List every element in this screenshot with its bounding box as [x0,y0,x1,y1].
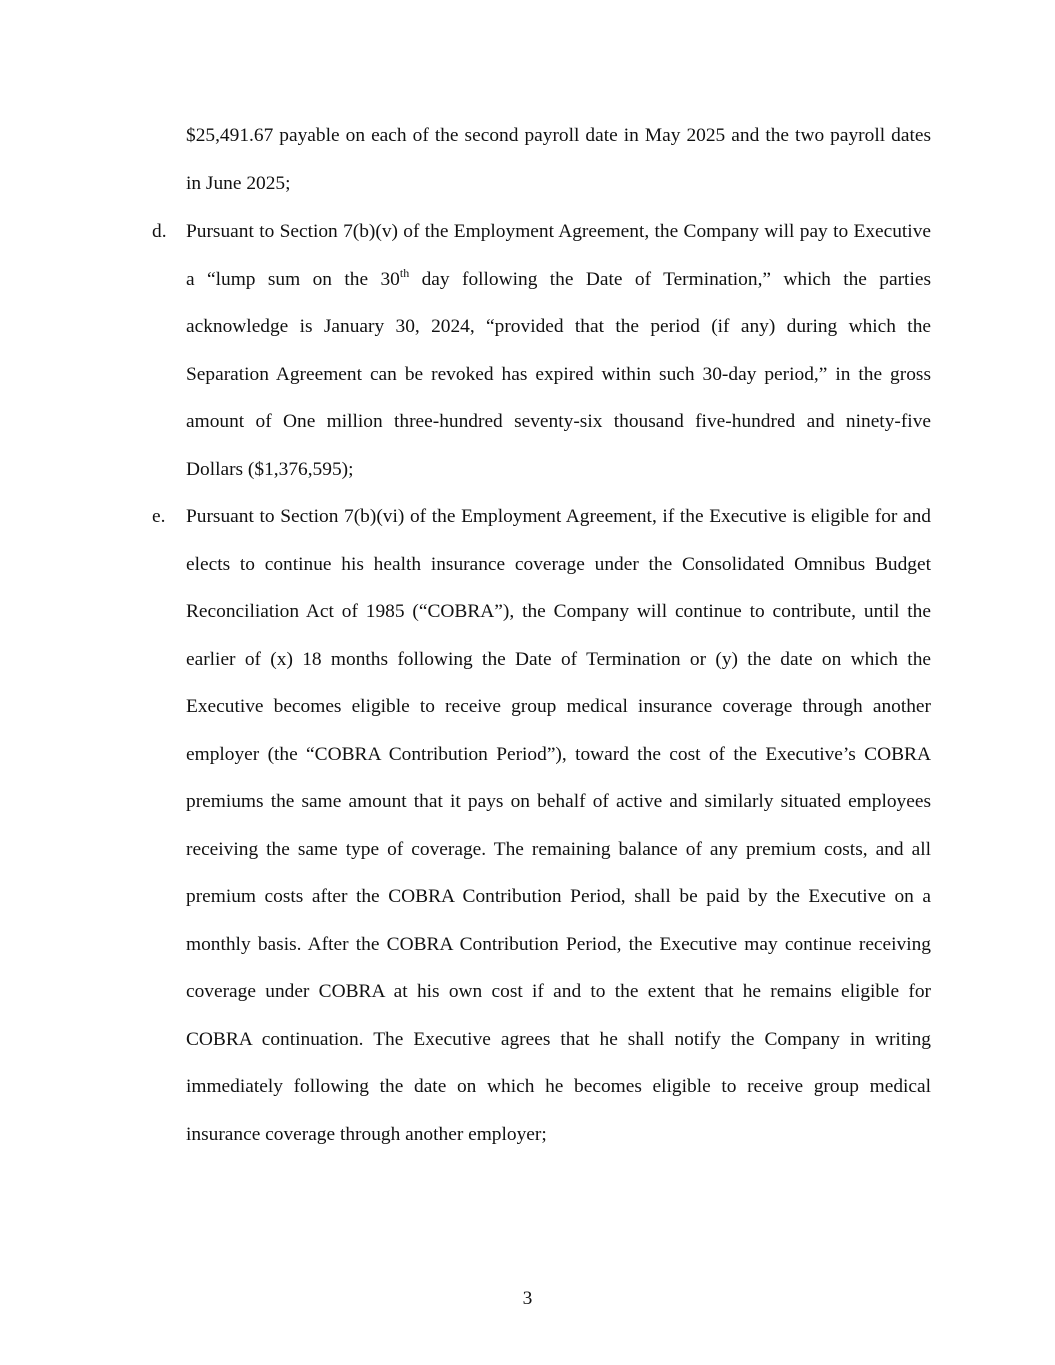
list-marker-e: e. [152,506,166,527]
item-d-text-part-1: Pursuant to Section 7(b)(v) of the Employment Agreement, the Company will pay to Executive a “lump sum on the 30 [186,221,931,290]
item-d-text [186,208,931,493]
item-d-text-part-2: day following the Date of Termination,” which the parties acknowledge is January 30, 2024, “provided that the period (if any) during which the Separation Agreement can be revoked has expired within such 30-day period,” in the gross amount of One million three-hundred seventy-six thousand five-hundred and ninety-five Dollars ($1,376,595); [186,268,931,480]
item-e-text: Pursuant to Section 7(b)(vi) of the Employment Agreement, if the Executive is eligible for and elects to continue his health insurance coverage under the Consolidated Omnibus Budget Reconciliation Act of 1985 (“COBRA”), the Company will continue to contribute, until the earlier of (x) 18 months following the Date of Termination or (y) the date on which the Executive becomes eligible to receive group medical insurance coverage through another employer (the “COBRA Contribution Period”), toward the cost of the Executive’s COBRA premiums the same amount that it pays on behalf of active and similarly situated employees receiving the same type of coverage. The remaining balance of any premium costs, and all premium costs after the COBRA Contribution Period, shall be paid by the Executive on a monthly basis. After the COBRA Contribution Period, the Executive may continue receiving coverage under COBRA at his own cost if and to the extent that he remains eligible for COBRA continuation. The Executive agrees that he shall notify the Company in writing immediately following the date on which he becomes eligible to receive group medical insurance coverage through another employer; [186,506,931,1145]
ordinal-superscript: th [399,265,410,280]
list-marker-d: d. [152,221,167,242]
item-c-continuation-text: $25,491.67 payable on each of the second payroll date in May 2025 and the two payroll dates in June 2025; [186,125,931,194]
page-number: 3 [522,1288,533,1309]
